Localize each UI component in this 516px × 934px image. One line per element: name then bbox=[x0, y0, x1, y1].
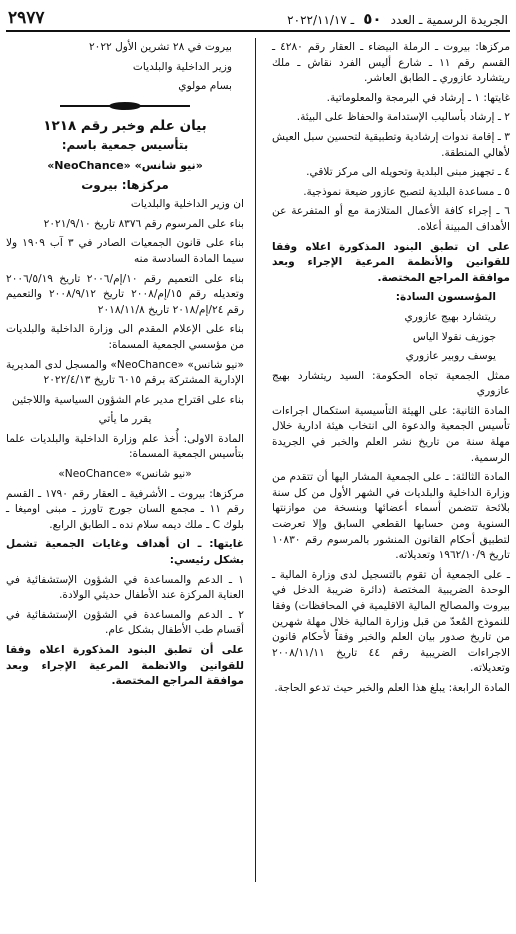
page-header bbox=[6, 6, 510, 32]
header-masthead bbox=[287, 9, 508, 28]
goal-item: ٥ ـ مساعدة البلدية لتصبح عازور ضيعة نموذجية. bbox=[303, 185, 510, 198]
goal-item: ٦ ـ إجراء كافة الأعمال المتلازمة مع أو المتفرعة عن الأهداف المبينة أعلاه. bbox=[272, 205, 510, 233]
goal-item: غايتها: ١ ـ إرشاد في البرمجة والمعلوماتية. bbox=[326, 91, 510, 104]
goal-item: ٢ ـ إرشاد بأساليب الإستدامة والحفاظ على البيئة. bbox=[296, 111, 510, 124]
compliance-clause: على ان تطبق البنود المذكورة اعلاه وفقا للقوانين والأنظمة المرعية الإجراء وبعد موافقة المراجع المختصة. bbox=[272, 240, 510, 284]
decides-line: يقرر ما يأتي bbox=[98, 413, 152, 426]
article-three: المادة الثالثة: ـ على الجمعية المشار اليها أن تتقدم من وزارة الداخلية والبلديات في الشهر الأول من كل سنة بلائحة تتضمن أسماء أعضائها وبنسخة من موازنتها السنوية ومن حسابها القطعي السابق وإلا تعرضت لتطبيق أحكام القانون المنشور بالمرسوم رقم ١٠٨٣٠ تاريخ ١٩٦٢/١٠/٩ وتعديلاته. bbox=[272, 471, 510, 562]
preamble-line: بناء على التعميم رقم ١٠/إم/٢٠٠٦ تاريخ ٢٠٠٦/٥/١٩ وتعديله رقم ١٥/إم/٢٠٠٨ تاريخ ٢٠٠٨/٩/١٢ والتعميم رقم ٢٤/إم/٢٠١٨ تاريخ ٢٠١٨/١١/٨ bbox=[6, 272, 244, 316]
preamble-line: بناء على اقتراح مدير عام الشؤون السياسية واللاجئين bbox=[12, 393, 244, 406]
founder-name: يوسف روبير عازوري bbox=[405, 350, 496, 363]
founders-heading: المؤسسون السادة: bbox=[395, 291, 496, 304]
issue-date: ـ ٢٠٢٢/١١/١٧ bbox=[287, 12, 355, 27]
founder-name: جوزيف نقولا الياس bbox=[412, 330, 496, 343]
preamble-line: ان وزير الداخلية والبلديات bbox=[130, 198, 244, 211]
article-one-name: «نيو شانس» «NeoChance» bbox=[58, 468, 192, 481]
minister-title: وزير الداخلية والبلديات bbox=[132, 60, 232, 73]
headquarters-paragraph: مركزها: بيروت ـ الأشرفية ـ العقار رقم ١٧٩٠ ـ القسم رقم ١١ ـ مجمع السان جورج تاورز ـ مبنى اوميغا ـ بلوك C ـ ملك ديمه سلام نده ـ الطابق الرابع. bbox=[6, 487, 244, 531]
association-name: «نيو شانس» «NeoChance» bbox=[47, 158, 203, 172]
founder-name: ريتشارد بهيج عازوري bbox=[404, 310, 496, 323]
preamble-line: بناء على المرسوم رقم ٨٣٧٦ تاريخ ٢٠٢١/٩/١٠ bbox=[43, 217, 244, 230]
separator-ornament bbox=[60, 105, 190, 107]
establishment-line: بتأسيس جمعية باسم: bbox=[61, 138, 189, 153]
compliance-clause: على أن تطبق البنود المذكورة اعلاه وفقا للقوانين والانظمة المرعية الإجراء وبعد موافقة المراجع المختصة. bbox=[6, 644, 244, 688]
notice-title: بيان علم وخبر رقم ١٢١٨ bbox=[43, 117, 207, 134]
goal-item: ٢ ـ الدعم والمساعدة في الشؤون الإستشفائية في أقسام طب الأطفال بشكل عام. bbox=[6, 608, 244, 637]
page-number: ٢٩٧٧ bbox=[8, 8, 45, 28]
goal-item: ٤ ـ تجهيز مبنى البلدية وتحويله الى مركز تلاقي. bbox=[306, 166, 510, 179]
headquarters-label: مركزها: بيروت bbox=[81, 177, 169, 192]
goals-heading: غايتها: ـ ان أهداف وغايات الجمعية تشمل بشكل رئيسي: bbox=[6, 538, 244, 567]
article-two: المادة الثانية: على الهيئة التأسيسية استكمال اجراءات تأسيس الجمعية والدعوة الى انتخاب هيئة ادارية خلال مهلة سنة من تاريخ نشر العلم والخبر في الجريدة الرسمية. bbox=[272, 404, 510, 464]
preamble-line: «نيو شانس» «NeoChance» والمسجل لدى المديرية الإدارية المشتركة برقم ٦٠١٥ تاريخ ٢٠٢٢/٤/١٣ bbox=[6, 358, 244, 387]
goal-item: ١ ـ الدعم والمساعدة في الشؤون الإستشفائية في العناية المركزة عند الأطفال حديثي الولادة. bbox=[6, 573, 244, 602]
goal-item: ٣ ـ إقامة ندوات إرشادية وتطبيقية لتحسين سبل العيش لأهالي المنطقة. bbox=[272, 130, 510, 159]
government-representative: ممثل الجمعية تجاه الحكومة: السيد ريتشارد بهيج عازوري bbox=[272, 369, 510, 398]
right-column bbox=[272, 40, 510, 701]
issue-number: ٥٠ bbox=[363, 9, 382, 28]
article-one: المادة الاولى: أُخذ علم وزارة الداخلية والبلديات علما بتأسيس الجمعية المسماة: bbox=[6, 432, 244, 461]
signature-place-date: بيروت في ٢٨ تشرين الأول ٢٠٢٢ bbox=[88, 41, 232, 53]
publication-title: الجريدة الرسمية ـ العدد bbox=[390, 12, 508, 27]
headquarters-paragraph: مركزها: بيروت ـ الرملة البيضاء ـ العقار رقم ٤٢٨٠ ـ القسم رقم ١١ ـ شارع أليس الفرد نقاش ـ ملك ريتشارد عازوري ـ الطابق العاشر. bbox=[272, 41, 510, 85]
article-four: المادة الرابعة: يبلغ هذا العلم والخبر حيث تدعو الحاجة. bbox=[274, 681, 510, 694]
preamble-line: بناء على الإعلام المقدم الى وزارة الداخلية والبلديات من مؤسسي الجمعية المسماة: bbox=[6, 323, 244, 351]
preamble-line: بناء على قانون الجمعيات الصادر في ٣ آب ١٩٠٩ ولا سيما المادة السادسة منه bbox=[6, 237, 244, 265]
left-column bbox=[6, 40, 244, 694]
article-three-tax: ـ على الجمعية أن تقوم بالتسجيل لدى وزارة المالية ـ الوحدة الضريبية المختصة (دائرة ضريبة الدخل في بيروت والمصالح المالية الاقليمية في المحافظات) وفقا للنموذج المُعدّ من قبل وزارة المالية خلال مهلة شهرين من تاريخ صدور بيان العلم والخبر وفقاً لأحكام قانون الاجراءات الضريبية رقم ٤٤ تاريخ ٢٠٠٨/١١/١١ وتعديلاته. bbox=[272, 568, 510, 675]
minister-name: بسام مولوي bbox=[178, 80, 232, 93]
column-divider bbox=[255, 38, 256, 882]
